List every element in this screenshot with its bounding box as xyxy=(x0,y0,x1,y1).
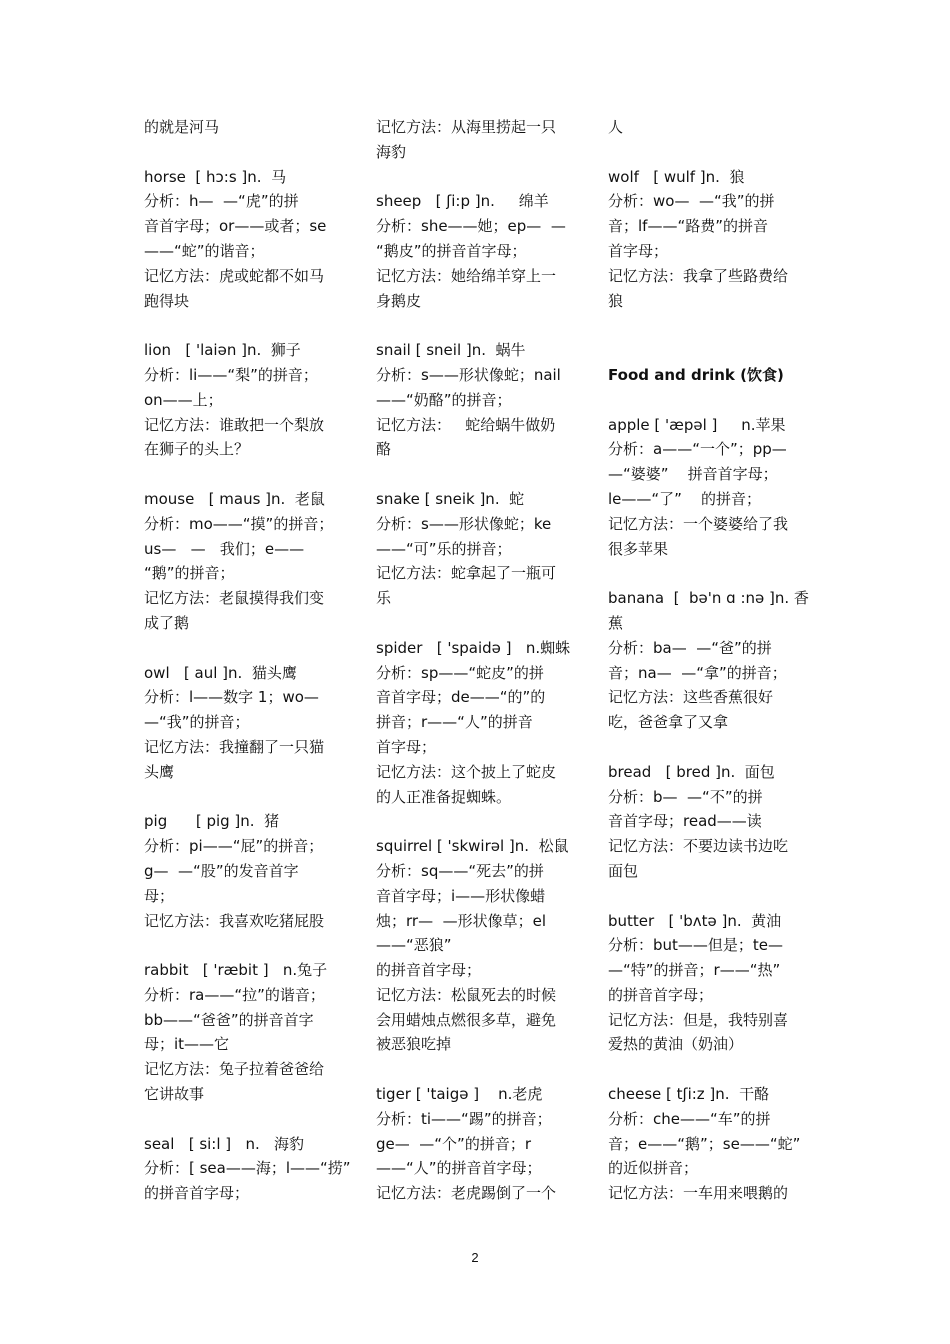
text-line: 音；lf——“路费”的拼音 xyxy=(608,217,768,236)
text-line: 的就是河马 xyxy=(144,118,220,136)
text-line: 身鹅皮 xyxy=(376,291,422,310)
blank-line xyxy=(608,338,813,363)
text-line: 被恶狼吃掉 xyxy=(376,1035,452,1054)
text-line: —“婆婆” 拼音首字母； xyxy=(608,465,778,484)
blank-line xyxy=(144,1107,349,1132)
text-line: 狼 xyxy=(608,291,624,310)
text-line: 分析：she——她；ep— — xyxy=(376,217,566,236)
text-line: 分析：s——形状像蛇；nail xyxy=(376,365,561,384)
text-line: g— —“股”的发音首字 xyxy=(144,861,299,880)
text-line: 会用蜡烛点燃很多草，避免 xyxy=(376,1010,557,1029)
blank-line xyxy=(376,165,581,190)
text-line: seal [ si:l ] n. 海豹 xyxy=(144,1134,305,1153)
text-line: 头鹰 xyxy=(144,762,175,781)
text-line: 记忆方法：不要边读书边吃 xyxy=(608,837,789,856)
text-line: 音；e——“鹅”；se——“蛇” xyxy=(608,1134,801,1153)
text-line: 的近似拼音； xyxy=(608,1159,699,1178)
text-line: 蕉 xyxy=(608,613,624,632)
text-line: le——“了” 的拼音； xyxy=(608,489,762,508)
text-line: butter [ 'bʌtə ]n. 黄油 xyxy=(608,911,782,930)
column-2 xyxy=(376,115,581,1206)
text-line: 记忆方法：我喜欢吃猪屁股 xyxy=(144,911,325,930)
text-line: on——上； xyxy=(144,390,223,409)
text-line: 母； xyxy=(144,886,175,905)
text-line: us— — 我们；e—— xyxy=(144,539,305,558)
text-line: 面包 xyxy=(608,861,639,880)
text-line: 记忆方法：虎或蛇都不如马 xyxy=(144,266,325,285)
blank-line xyxy=(376,611,581,636)
text-line: ——“可”乐的拼音； xyxy=(376,539,512,558)
blank-line xyxy=(144,462,349,487)
text-line: 记忆方法：我拿了些路费给 xyxy=(608,266,789,285)
text-line: 分析：s——形状像蛇；ke xyxy=(376,514,552,533)
text-line: bread [ bred ]n. 面包 xyxy=(608,762,775,781)
text-line: —“特”的拼音；r——“热” xyxy=(608,961,781,980)
text-line: 记忆方法：蛇拿起了一瓶可 xyxy=(376,564,557,583)
text-line: owl [ aul ]n. 猫头鹰 xyxy=(144,663,297,682)
blank-line xyxy=(608,561,813,586)
text-line: 记忆方法：老鼠摸得我们变 xyxy=(144,589,325,608)
text-line: lion [ 'laiən ]n. 狮子 xyxy=(144,341,301,360)
text-line: 记忆方法：兔子拉着爸爸给 xyxy=(144,1060,325,1079)
page-number: 2 xyxy=(471,1250,479,1265)
blank-line xyxy=(144,140,349,165)
text-line: 音首字母；read——读 xyxy=(608,812,762,831)
text-line: wolf [ wulf ]n. 狼 xyxy=(608,167,745,186)
text-line: 记忆方法：一车用来喂鹅的 xyxy=(608,1184,789,1203)
text-line: mouse [ maus ]n. 老鼠 xyxy=(144,489,325,508)
text-line: 分析：[ sea——海；l——“捞” xyxy=(144,1159,351,1178)
text-line: 首字母； xyxy=(376,737,437,756)
text-line: 乐 xyxy=(376,589,392,608)
text-line: 的拼音首字母； xyxy=(608,985,714,1004)
text-line: horse [ hɔ:s ]n. 马 xyxy=(144,167,287,186)
text-line: 它讲故事 xyxy=(144,1085,205,1104)
text-line: 拼音；r——“人”的拼音 xyxy=(376,713,533,732)
text-line: snake [ sneik ]n. 蛇 xyxy=(376,489,525,508)
text-line: 的拼音首字母； xyxy=(144,1184,250,1203)
text-line: 分析：l——数字 1；wo— xyxy=(144,688,319,707)
text-line: 酪 xyxy=(376,440,392,459)
text-line: 分析：ti——“踢”的拼音； xyxy=(376,1109,552,1128)
text-line: apple [ 'æpəl ] n.苹果 xyxy=(608,415,786,434)
text-line: 音首字母；i——形状像蜡 xyxy=(376,886,546,905)
text-line: 的人正准备捉蜘蛛。 xyxy=(376,787,512,806)
column-3 xyxy=(608,115,813,1206)
blank-line xyxy=(376,313,581,338)
text-line: spider [ 'spaidə ] n.蜘蛛 xyxy=(376,638,571,657)
blank-line xyxy=(144,313,349,338)
text-line: 记忆方法：这些香蕉很好 xyxy=(608,688,774,707)
text-line: tiger [ 'taigə ] n.老虎 xyxy=(376,1085,543,1104)
text-line: 记忆方法：谁敢把一个梨放 xyxy=(144,415,325,434)
blank-line xyxy=(608,1057,813,1082)
text-line: 分析：sq——“死去”的拼 xyxy=(376,861,544,880)
text-line: 爱热的黄油（奶油） xyxy=(608,1035,744,1054)
text-line: 烛；rr— —形状像草；el xyxy=(376,911,547,930)
text-line: 记忆方法：这个披上了蛇皮 xyxy=(376,762,557,781)
text-line: 海豹 xyxy=(376,142,407,161)
text-line: cheese [ tʃi:z ]n. 干酪 xyxy=(608,1085,770,1104)
blank-line xyxy=(376,462,581,487)
text-line: snail [ sneil ]n. 蜗牛 xyxy=(376,341,526,360)
text-line: pig [ pig ]n. 猪 xyxy=(144,812,280,831)
text-line: 记忆方法： 蛇给蜗牛做奶 xyxy=(376,415,556,434)
text-line: 音；na— —“拿”的拼音； xyxy=(608,663,787,682)
text-line: ——“蛇”的谐音； xyxy=(144,241,265,260)
blank-line xyxy=(376,1057,581,1082)
text-line: 分析：ba— —“爸”的拼 xyxy=(608,638,772,657)
text-line: 音首字母；or——或者；se xyxy=(144,217,327,236)
text-line: 的拼音首字母； xyxy=(376,961,482,980)
text-line: 记忆方法：但是，我特别喜 xyxy=(608,1010,789,1029)
text-line: 记忆方法：一个婆婆给了我 xyxy=(608,514,789,533)
blank-line xyxy=(376,809,581,834)
text-line: 分析：ra——“拉”的谐音； xyxy=(144,985,325,1004)
blank-line xyxy=(608,884,813,909)
text-line: ——“人”的拼音首字母； xyxy=(376,1159,542,1178)
text-line: sheep [ ʃi:p ]n. 绵羊 xyxy=(376,192,549,211)
text-line: banana [ bə'n ɑ :nə ]n. 香 xyxy=(608,589,809,608)
text-line: 分析：che——“车”的拼 xyxy=(608,1109,771,1128)
text-line: 分析：b— —“不”的拼 xyxy=(608,787,763,806)
text-line: “鹅皮”的拼音首字母； xyxy=(376,241,527,260)
blank-line xyxy=(608,735,813,760)
text-line: 很多苹果 xyxy=(608,539,669,558)
text-line: ge— —“个”的拼音；r xyxy=(376,1134,531,1153)
blank-line xyxy=(608,388,813,413)
text-line: 分析：a——“一个”；pp— xyxy=(608,440,787,459)
text-line: 分析：h— —“虎”的拼 xyxy=(144,192,299,211)
section-heading: Food and drink (饮食) xyxy=(608,365,784,384)
blank-line xyxy=(608,313,813,338)
text-line: 分析：wo— —“我”的拼 xyxy=(608,192,775,211)
text-line: 首字母； xyxy=(608,241,669,260)
text-line: —“我”的拼音； xyxy=(144,713,250,732)
text-line: 分析：mo——“摸”的拼音； xyxy=(144,514,334,533)
text-line: 人 xyxy=(608,118,624,136)
text-line: bb——“爸爸”的拼音首字 xyxy=(144,1010,314,1029)
text-line: 成了鹅 xyxy=(144,613,190,632)
text-line: 吃，爸爸拿了又拿 xyxy=(608,713,729,732)
text-line: 记忆方法：从海里捞起一只 xyxy=(376,118,557,136)
text-line: 跑得块 xyxy=(144,291,190,310)
text-line: 音首字母；de——“的”的 xyxy=(376,688,546,707)
blank-line xyxy=(608,140,813,165)
text-line: 记忆方法：松鼠死去的时候 xyxy=(376,985,557,1004)
text-line: rabbit [ 'ræbit ] n.兔子 xyxy=(144,961,328,980)
text-line: 分析：sp——“蛇皮”的拼 xyxy=(376,663,544,682)
text-line: squirrel [ 'skwirəl ]n. 松鼠 xyxy=(376,837,569,856)
text-line: ——“奶酪”的拼音； xyxy=(376,390,512,409)
text-line: 分析：but——但是；te— xyxy=(608,936,784,955)
text-line: 记忆方法：老虎踢倒了一个 xyxy=(376,1184,557,1203)
text-line: “鹅”的拼音； xyxy=(144,564,235,583)
text-line: 在狮子的头上？ xyxy=(144,440,250,459)
text-line: 记忆方法：我撞翻了一只猫 xyxy=(144,737,325,756)
blank-line xyxy=(144,636,349,661)
column-1 xyxy=(144,115,349,1206)
text-line: ——“恶狼” xyxy=(376,936,452,955)
blank-line xyxy=(144,933,349,958)
text-line: 分析：pi——“屁”的拼音； xyxy=(144,837,324,856)
blank-line xyxy=(144,785,349,810)
text-line: 记忆方法：她给绵羊穿上一 xyxy=(376,266,557,285)
text-line: 分析：li——“梨”的拼音； xyxy=(144,365,318,384)
text-line: 母；it——它 xyxy=(144,1035,230,1054)
